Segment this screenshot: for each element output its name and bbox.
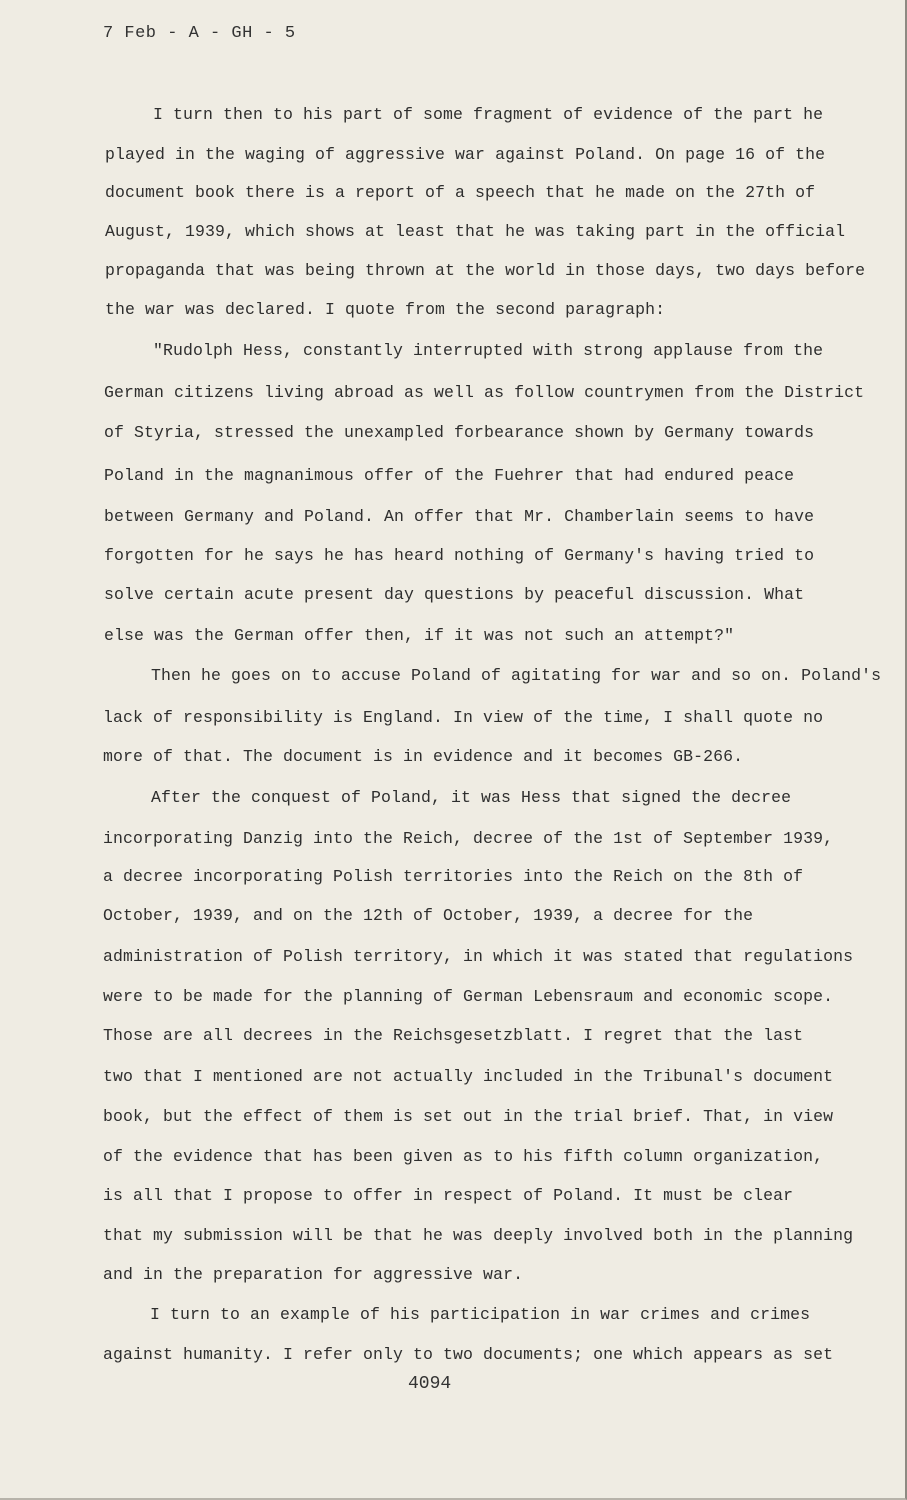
- body-line: and in the preparation for aggressive war.: [103, 1265, 524, 1284]
- quote-line: solve certain acute present day questions by peaceful discussion. What: [104, 585, 805, 604]
- body-line: the war was declared. I quote from the second paragraph:: [105, 300, 666, 319]
- quote-line: "Rudolph Hess, constantly interrupted with strong applause from the: [153, 341, 824, 360]
- body-line: against humanity. I refer only to two documents; one which appears as set: [103, 1345, 834, 1364]
- quote-line: else was the German offer then, if it was not such an attempt?": [104, 626, 735, 645]
- page-number: 4094: [408, 1374, 452, 1394]
- body-line: I turn then to his part of some fragment of evidence of the part he: [153, 105, 824, 124]
- body-line: administration of Polish territory, in which it was stated that regulations: [103, 947, 854, 966]
- body-line: Then he goes on to accuse Poland of agitating for war and so on. Poland's: [151, 666, 882, 685]
- body-line: October, 1939, and on the 12th of October, 1939, a decree for the: [103, 906, 754, 925]
- body-line: incorporating Danzig into the Reich, decree of the 1st of September 1939,: [103, 829, 834, 848]
- body-line: of the evidence that has been given as to his fifth column organization,: [103, 1147, 824, 1166]
- quote-line: Poland in the magnanimous offer of the Fuehrer that had endured peace: [104, 466, 795, 485]
- body-line: propaganda that was being thrown at the world in those days, two days before: [105, 261, 866, 280]
- body-line: a decree incorporating Polish territories into the Reich on the 8th of: [103, 867, 804, 886]
- body-line: book, but the effect of them is set out in the trial brief. That, in view: [103, 1107, 834, 1126]
- quote-line: of Styria, stressed the unexampled forbearance shown by Germany towards: [104, 423, 815, 442]
- body-line: I turn to an example of his participation in war crimes and crimes: [150, 1305, 811, 1324]
- document-reference-header: 7 Feb - A - GH - 5: [103, 24, 296, 43]
- body-line: After the conquest of Poland, it was Hess that signed the decree: [151, 788, 792, 807]
- body-line: played in the waging of aggressive war against Poland. On page 16 of the: [105, 145, 826, 164]
- body-line: Those are all decrees in the Reichsgesetzblatt. I regret that the last: [103, 1026, 804, 1045]
- quote-line: German citizens living abroad as well as follow countrymen from the District: [104, 383, 865, 402]
- body-line: lack of responsibility is England. In view of the time, I shall quote no: [103, 708, 824, 727]
- body-line: two that I mentioned are not actually included in the Tribunal's document: [103, 1067, 834, 1086]
- body-line: document book there is a report of a speech that he made on the 27th of: [105, 183, 816, 202]
- body-line: were to be made for the planning of German Lebensraum and economic scope.: [103, 987, 834, 1006]
- body-line: August, 1939, which shows at least that he was taking part in the official: [105, 222, 846, 241]
- body-line: more of that. The document is in evidence and it becomes GB-266.: [103, 747, 744, 766]
- quote-line: forgotten for he says he has heard nothing of Germany's having tried to: [104, 546, 815, 565]
- body-line: is all that I propose to offer in respect of Poland. It must be clear: [103, 1186, 794, 1205]
- quote-line: between Germany and Poland. An offer that Mr. Chamberlain seems to have: [104, 507, 815, 526]
- body-line: that my submission will be that he was deeply involved both in the planning: [103, 1226, 854, 1245]
